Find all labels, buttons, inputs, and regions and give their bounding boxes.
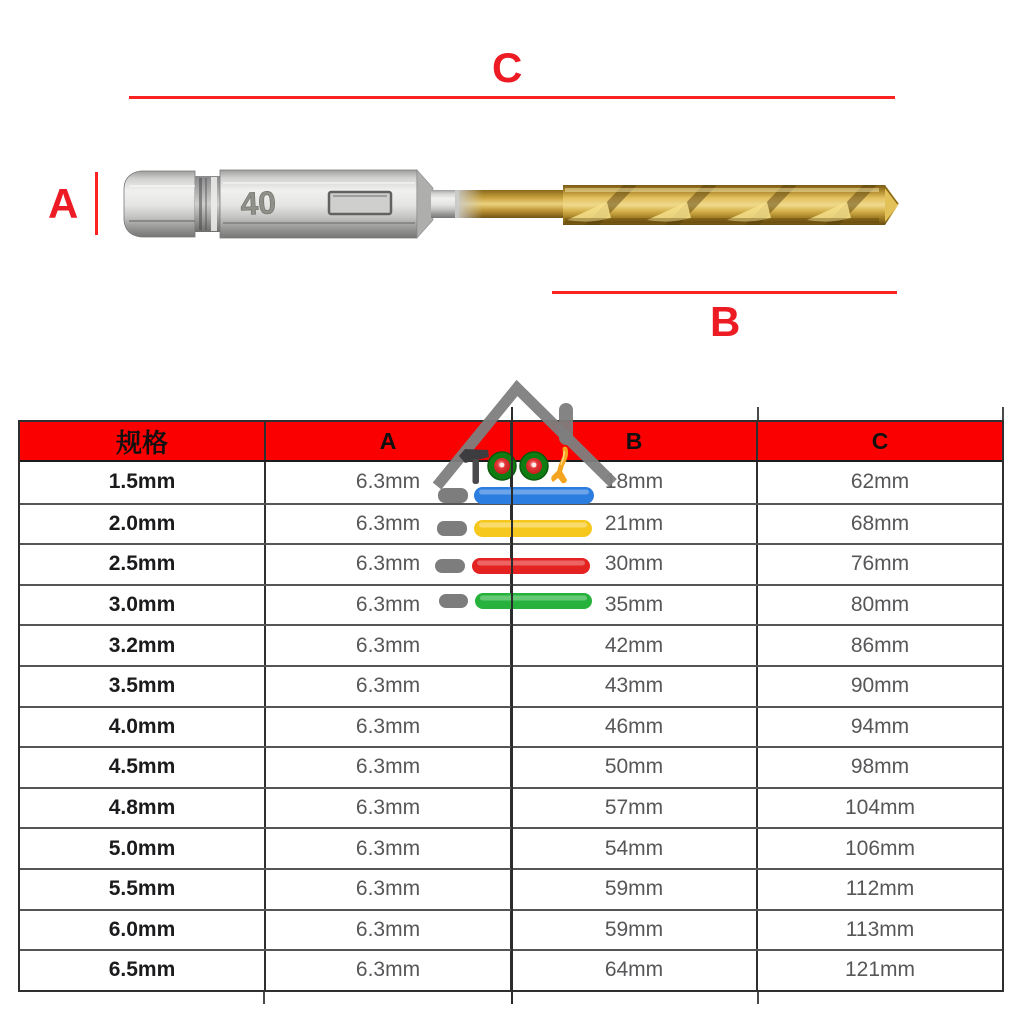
spec-cell-a: 6.3mm: [264, 505, 510, 544]
dimension-label-a: A: [48, 180, 79, 227]
spec-cell-b: 21mm: [510, 505, 756, 544]
spec-cell-size: 3.0mm: [108, 593, 176, 617]
spec-cell-c: 90mm: [756, 667, 1002, 706]
dimension-line-c: [129, 96, 895, 99]
spec-cell-c: 121mm: [756, 951, 1002, 990]
spec-cell-b: 35mm: [510, 586, 756, 625]
header-cell-a: A: [264, 422, 510, 460]
table-border-stub: [1002, 407, 1004, 420]
spec-cell-c: 68mm: [756, 505, 1002, 544]
spec-cell-c: 94mm: [756, 708, 1002, 747]
header-cell-spec: 规格: [115, 427, 168, 458]
spec-cell-a: 6.3mm: [264, 462, 510, 503]
table-border-stub: [757, 990, 759, 1004]
spec-cell-size: 5.5mm: [108, 877, 176, 901]
spec-cell-a: 6.3mm: [264, 586, 510, 625]
dimension-label-c: C: [492, 44, 523, 91]
spec-cell-b: 46mm: [510, 708, 756, 747]
spec-cell-size: 2.0mm: [108, 511, 176, 535]
table-column-divider-overlay: [511, 407, 513, 1004]
spec-cell-a: 6.3mm: [264, 667, 510, 706]
spec-cell-a: 6.3mm: [264, 870, 510, 909]
spec-cell-b: 59mm: [510, 911, 756, 950]
spec-cell-size: 2.5mm: [108, 552, 176, 576]
header-cell-c: C: [756, 422, 1002, 460]
header-cell-b: B: [510, 422, 756, 460]
wrench-icon: [551, 449, 567, 483]
spec-cell-size: 6.0mm: [108, 917, 176, 941]
dimension-line-a: [95, 172, 98, 235]
spec-cell-c: 104mm: [756, 789, 1002, 828]
spec-cell-b: 57mm: [510, 789, 756, 828]
spec-cell-c: 98mm: [756, 748, 1002, 787]
table-border-stub: [757, 407, 759, 420]
spec-cell-size: 5.0mm: [108, 836, 176, 860]
spec-cell-a: 6.3mm: [264, 789, 510, 828]
spec-cell-c: 76mm: [756, 545, 1002, 584]
spec-cell-a: 6.3mm: [264, 951, 510, 990]
spec-cell-a: 6.3mm: [264, 748, 510, 787]
wheel-icon: [520, 452, 548, 480]
spec-cell-c: 86mm: [756, 626, 1002, 665]
spec-cell-b: 18mm: [510, 462, 756, 503]
spec-cell-c: 106mm: [756, 829, 1002, 868]
tool-bar-blue: [438, 487, 594, 504]
spec-cell-c: 113mm: [756, 911, 1002, 950]
spec-cell-b: 64mm: [510, 951, 756, 990]
spec-cell-b: 54mm: [510, 829, 756, 868]
spec-cell-b: 59mm: [510, 870, 756, 909]
hex-shank: [124, 170, 433, 238]
spec-cell-size: 6.5mm: [108, 958, 176, 982]
spec-cell-c: 80mm: [756, 586, 1002, 625]
spec-cell-size: 4.0mm: [108, 714, 176, 738]
spec-cell-b: 50mm: [510, 748, 756, 787]
table-border-stub: [263, 990, 265, 1004]
spec-cell-size: 3.2mm: [108, 633, 176, 657]
spec-cell-c: 112mm: [756, 870, 1002, 909]
spec-cell-c: 62mm: [756, 462, 1002, 503]
spec-cell-b: 43mm: [510, 667, 756, 706]
tool-watermark-logo: [415, 380, 625, 620]
spec-cell-a: 6.3mm: [264, 545, 510, 584]
spec-cell-a: 6.3mm: [264, 626, 510, 665]
spec-cell-size: 3.5mm: [108, 674, 176, 698]
spec-cell-size: 1.5mm: [108, 470, 176, 494]
spec-cell-a: 6.3mm: [264, 829, 510, 868]
drill-bit-illustration: [115, 162, 905, 248]
shank-stamp-text: 40: [239, 184, 277, 222]
drill-flutes: [563, 185, 899, 225]
tool-bar-yellow: [437, 520, 592, 537]
spec-cell-b: 42mm: [510, 626, 756, 665]
tool-bar-green: [439, 593, 592, 609]
dimension-label-b: B: [710, 298, 741, 345]
drill-rod: [431, 190, 567, 218]
hammer-icon: [459, 449, 489, 484]
spec-cell-a: 6.3mm: [264, 708, 510, 747]
spec-cell-size: 4.5mm: [108, 755, 176, 779]
spec-cell-b: 30mm: [510, 545, 756, 584]
spec-cell-a: 6.3mm: [264, 911, 510, 950]
dimension-line-b: [552, 291, 897, 294]
spec-cell-size: 4.8mm: [108, 796, 176, 820]
